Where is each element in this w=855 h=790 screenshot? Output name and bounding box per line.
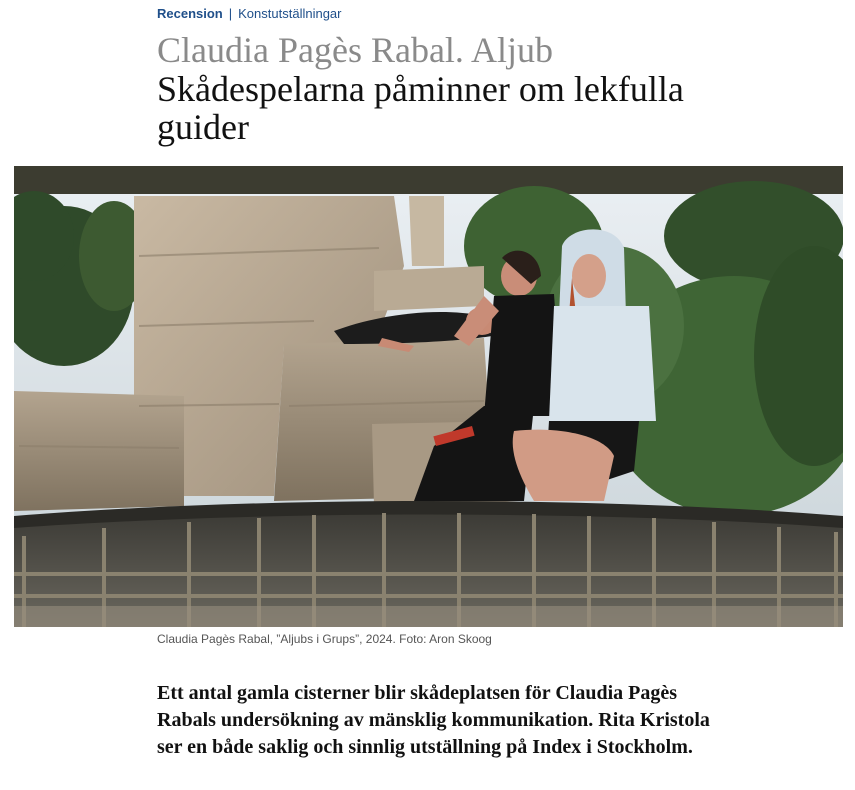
breadcrumb-subcategory-link[interactable]: Konstutställningar [238,6,342,21]
breadcrumb-category-link[interactable]: Recension [157,6,223,21]
article-kicker: Claudia Pagès Rabal. Aljub [157,30,553,70]
article-headline: Skådespelarna påminner om lekfulla guider [157,69,684,147]
breadcrumb-separator: | [228,6,233,21]
article-photo[interactable] [14,166,843,627]
image-caption: Claudia Pagès Rabal, ”Aljubs i Grups”, 2024. Foto: Aron Skoog [157,632,492,646]
breadcrumb [157,6,341,21]
article-lead: Ett antal gamla cisterner blir skådeplatsen för Claudia Pagès Rabals undersökning av mänsklig kommunikation. Rita Kristola ser en både saklig och sinnlig utställning på Index i Stockholm. [157,682,710,758]
